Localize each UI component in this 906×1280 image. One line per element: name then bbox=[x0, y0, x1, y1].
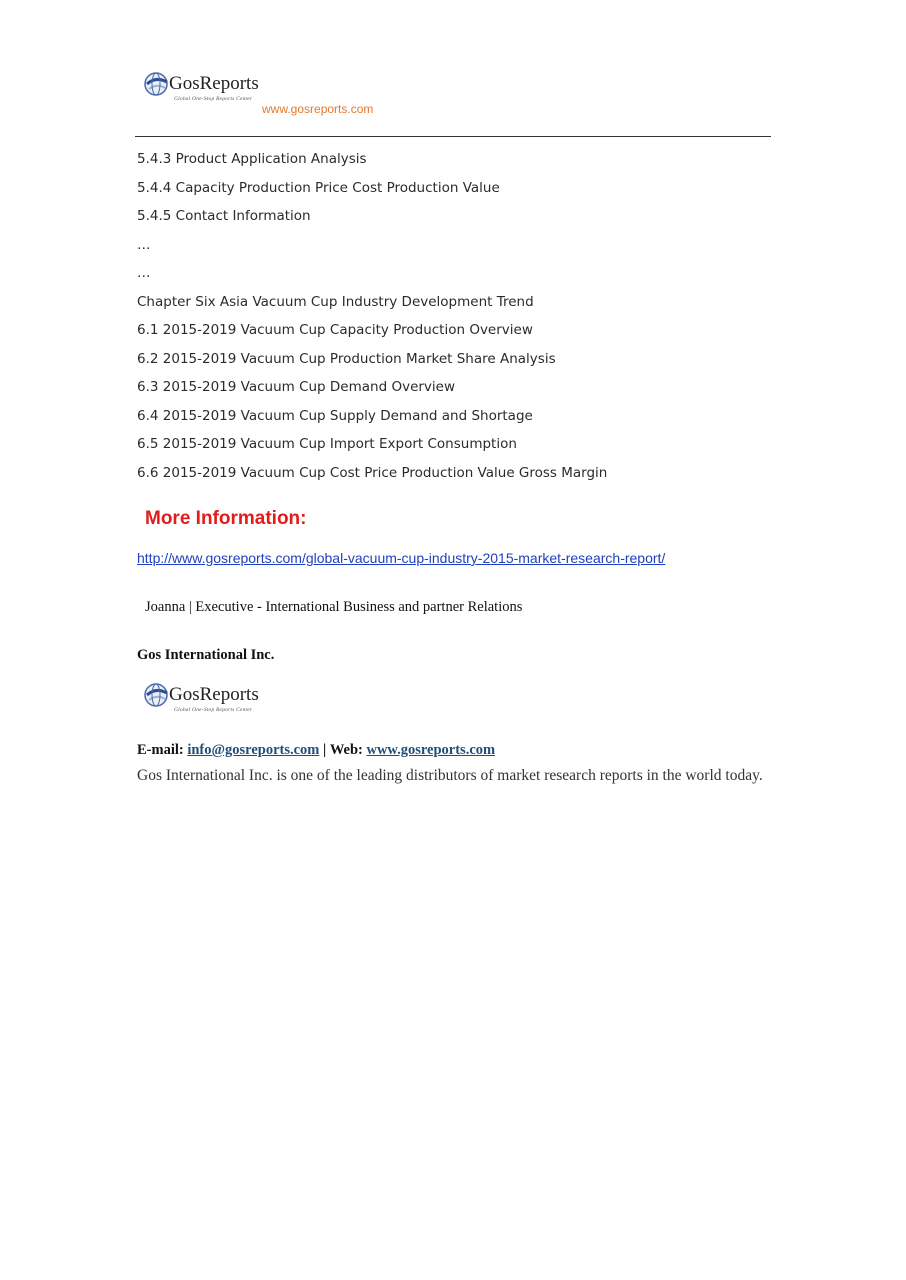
toc-item: 6.4 2015-2019 Vacuum Cup Supply Demand and Shortage bbox=[137, 407, 533, 424]
more-info-heading: More Information: bbox=[145, 508, 307, 529]
logo-tagline: Global One-Stop Reports Center bbox=[174, 707, 253, 713]
web-label: Web: bbox=[329, 742, 363, 758]
email-link[interactable]: info@gosreports.com bbox=[187, 742, 320, 758]
globe-logo-icon bbox=[143, 681, 171, 709]
toc-item: 6.2 2015-2019 Vacuum Cup Production Market Share Analysis bbox=[137, 350, 556, 367]
report-link[interactable]: http://www.gosreports.com/global-vacuum-cup-industry-2015-market-research-report/ bbox=[137, 550, 666, 566]
logo-brand: GosReports bbox=[169, 73, 259, 94]
company-description: Gos International Inc. is one of the leading distributors of market research reports in the world today. bbox=[137, 767, 763, 784]
toc-item: 5.4.5 Contact Information bbox=[137, 208, 311, 224]
toc-item: 6.5 2015-2019 Vacuum Cup Import Export Consumption bbox=[137, 436, 517, 452]
logo-brand: GosReports bbox=[169, 684, 259, 705]
contact-separator: | bbox=[323, 742, 327, 758]
email-label: E-mail: bbox=[137, 742, 184, 758]
toc-item: 6.3 2015-2019 Vacuum Cup Demand Overview bbox=[137, 379, 456, 395]
toc-item: 6.6 2015-2019 Vacuum Cup Cost Price Production Value Gross Margin bbox=[137, 464, 608, 481]
contact-person: Joanna | Executive - International Business and partner Relations bbox=[145, 599, 523, 615]
globe-logo-icon bbox=[143, 70, 171, 98]
toc-list bbox=[137, 148, 607, 490]
toc-chapter-heading: Chapter Six Asia Vacuum Cup Industry Development Trend bbox=[137, 293, 534, 310]
header-logo bbox=[143, 70, 258, 106]
toc-ellipsis: … bbox=[137, 236, 151, 253]
footer-logo bbox=[143, 681, 258, 717]
logo-tagline: Global One-Stop Reports Center bbox=[174, 96, 253, 102]
header-divider bbox=[135, 136, 771, 137]
toc-item: 6.1 2015-2019 Vacuum Cup Capacity Production Overview bbox=[137, 322, 533, 338]
contact-row bbox=[137, 742, 495, 759]
toc-item: 5.4.3 Product Application Analysis bbox=[137, 151, 367, 167]
web-link[interactable]: www.gosreports.com bbox=[366, 742, 496, 758]
toc-item: 5.4.4 Capacity Production Price Cost Production Value bbox=[137, 179, 500, 196]
company-name: Gos International Inc. bbox=[137, 647, 275, 663]
header-site-url[interactable]: www.gosreports.com bbox=[262, 102, 374, 116]
toc-ellipsis: … bbox=[137, 265, 151, 281]
